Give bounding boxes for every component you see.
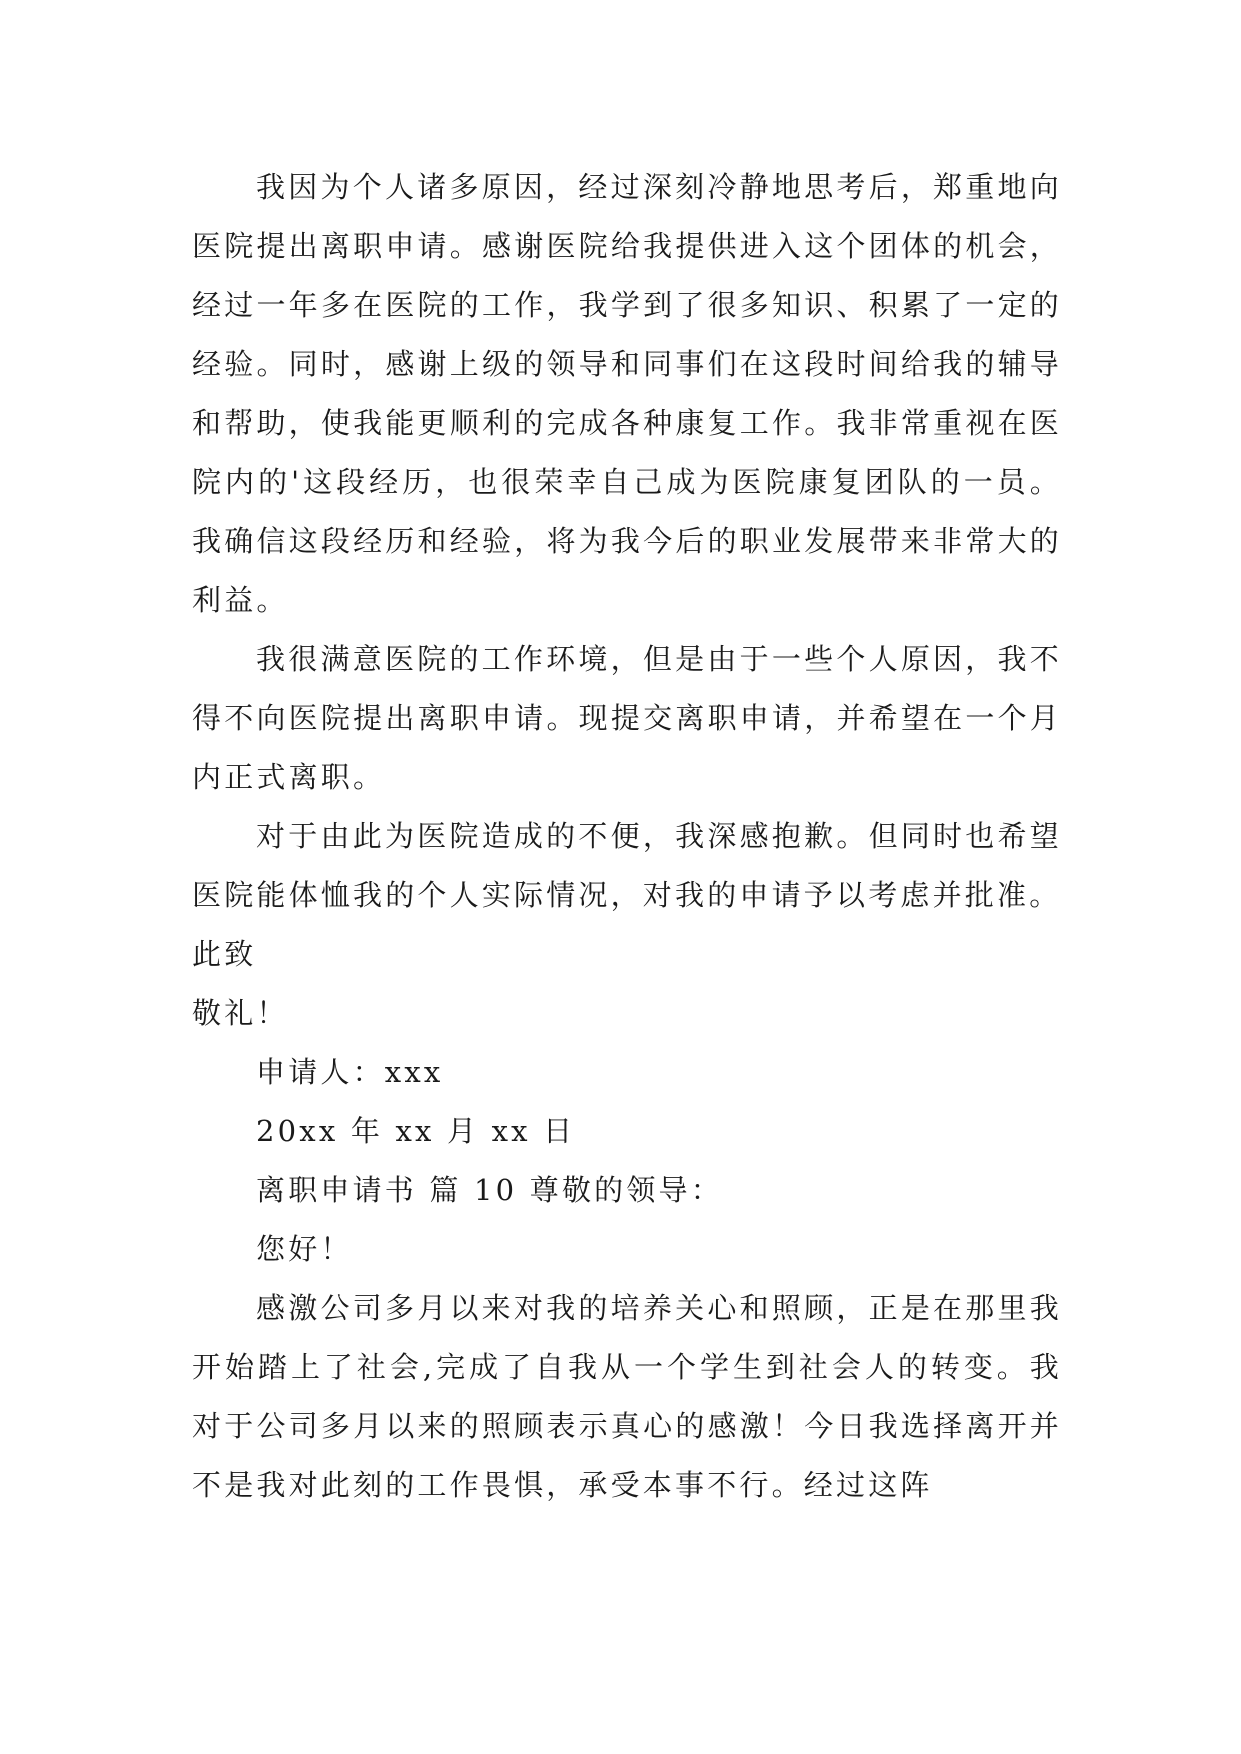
paragraph-apology: 对于由此为医院造成的不便，我深感抱歉。但同时也希望医院能体恤我的个人实际情况，对我的申请予以考虑并批准。 (192, 819, 1062, 912)
paragraph-gratitude: 感激公司多月以来对我的培养关心和照顾，正是在那里我开始踏上了社会,完成了自我从一个学生到社会人的转变。我对于公司多月以来的照顾表示真心的感激！今日我选择离开并不是我对此刻的工作畏惧，承受本事不行。经过这阵 (192, 1291, 1062, 1502)
next-letter-greeting: 您好！ (256, 1232, 353, 1266)
closing-salutation: 此致 (192, 937, 257, 971)
closing-regards: 敬礼！ (192, 996, 289, 1030)
document-body (192, 158, 1062, 1515)
paragraph-resignation-reason: 我因为个人诸多原因，经过深刻冷静地思考后，郑重地向医院提出离职申请。感谢医院给我提供进入这个团体的机会，经过一年多在医院的工作，我学到了很多知识、积累了一定的经验。同时，感谢上级的领导和同事们在这段时间给我的辅导和帮助，使我能更顺利的完成各种康复工作。我非常重视在医院内的'这段经历，也很荣幸自己成为医院康复团队的一员。我确信这段经历和经验，将为我今后的职业发展带来非常大的利益。 (192, 170, 1062, 617)
next-letter-heading: 离职申请书 篇 10 尊敬的领导： (256, 1173, 723, 1207)
paragraph-resignation-request: 我很满意医院的工作环境，但是由于一些个人原因，我不得不向医院提出离职申请。现提交离职申请，并希望在一个月内正式离职。 (192, 642, 1062, 794)
letter-date: 20xx 年 xx 月 xx 日 (256, 1114, 576, 1148)
applicant-signature: 申请人：xxx (256, 1055, 444, 1089)
